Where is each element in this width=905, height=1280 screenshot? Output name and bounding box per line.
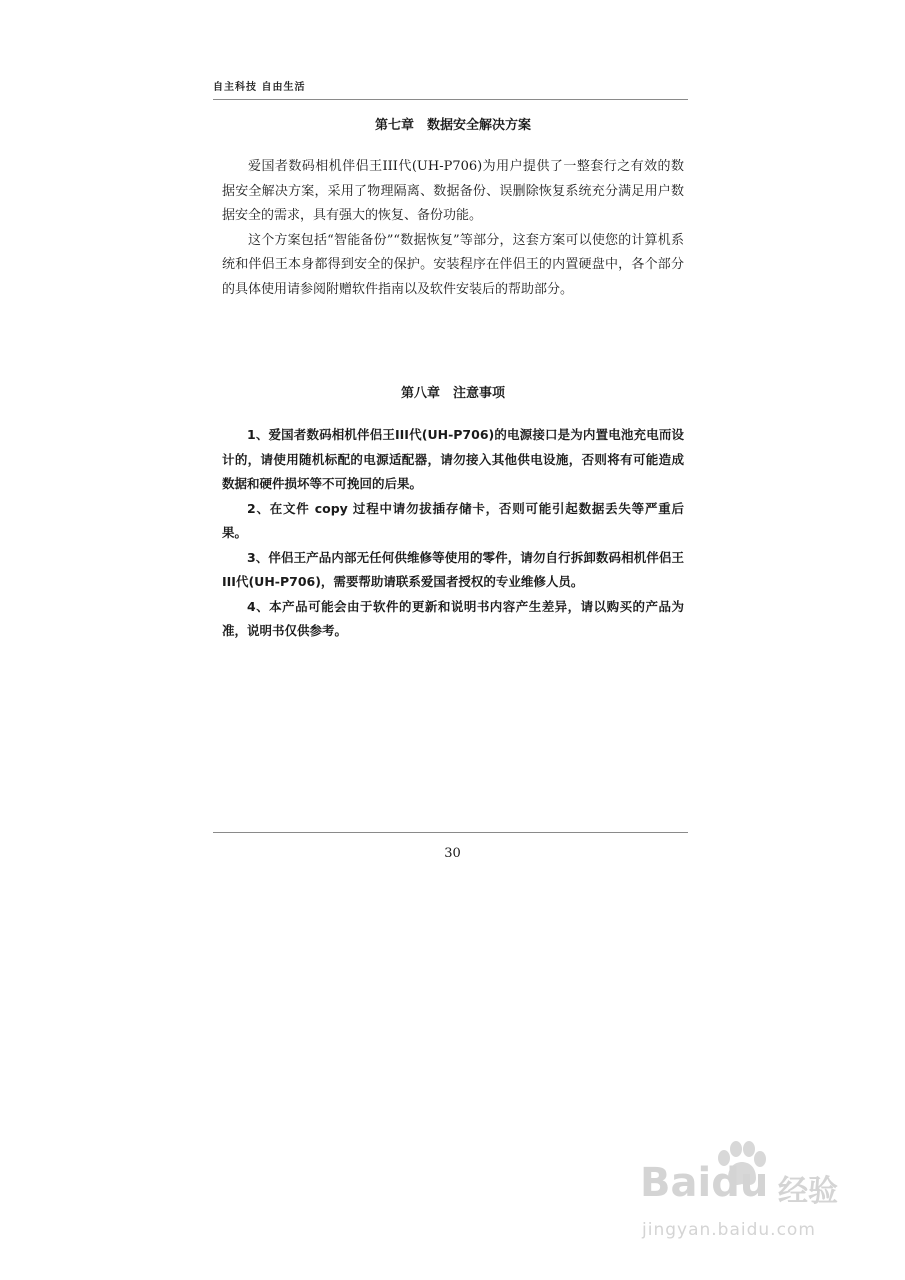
notice-item: 3、伴侣王产品内部无任何供维修等使用的零件，请勿自行拆卸数码相机伴侣王III代(UH-P706)，需要帮助请联系爱国者授权的专业维修人员。 bbox=[222, 549, 684, 589]
watermark-brand-cn: 经验 bbox=[778, 1174, 838, 1209]
watermark-url: jingyan.baidu.com bbox=[642, 1220, 816, 1240]
chapter-8-title: 第八章 注意事项 bbox=[400, 386, 505, 401]
baidu-jingyan-watermark bbox=[640, 1140, 880, 1250]
chapter-7-title: 第七章 数据安全解决方案 bbox=[374, 118, 531, 133]
watermark-brand: Baidu bbox=[640, 1160, 769, 1206]
chapter-7-paragraph: 爱国者数码相机伴侣王III代(UH-P706)为用户提供了一整套行之有效的数据安全解决方案，采用了物理隔离、数据备份、误删除恢复系统充分满足用户数据安全的需求，具有强大的恢复、备份功能。 bbox=[222, 159, 684, 223]
page-number: 30 bbox=[444, 846, 461, 861]
notice-item: 1、爱国者数码相机伴侣王III代(UH-P706)的电源接口是为内置电池充电而设计的，请使用随机标配的电源适配器，请勿接入其他供电设施，否则将有可能造成数据和硬件损坏等不可挽回的后果。 bbox=[222, 427, 684, 491]
footer-divider bbox=[213, 832, 688, 833]
chapter-7-paragraph: 这个方案包括“智能备份”“数据恢复”等部分，这套方案可以使您的计算机系统和伴侣王本身都得到安全的保护。安装程序在伴侣王的内置硬盘中，各个部分的具体使用请参阅附赠软件指南以及软件安装后的帮助部分。 bbox=[222, 232, 684, 297]
notice-item: 4、本产品可能会由于软件的更新和说明书内容产生差异，请以购买的产品为准，说明书仅供参考。 bbox=[222, 598, 684, 638]
running-header: 自主科技 自由生活 bbox=[213, 82, 306, 93]
chapter-8-section bbox=[222, 382, 684, 644]
notice-item: 2、在文件 copy 过程中请勿拔插存储卡，否则可能引起数据丢失等严重后果。 bbox=[222, 500, 684, 540]
chapter-7-section bbox=[222, 114, 684, 302]
header-divider bbox=[213, 99, 688, 100]
